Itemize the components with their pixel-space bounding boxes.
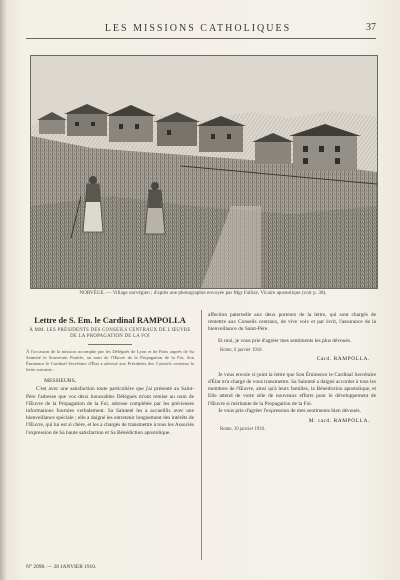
journal-title: LES MISSIONS CATHOLIQUES <box>104 23 292 34</box>
letter-subtitle: À MM. LES PRÉSIDENTS DES CONSEILS CENTRAUX DE L'ŒUVRE DE LA PROPAGATION DE LA FOI <box>29 328 191 339</box>
letter-paragraph-right: affection paternelle aux deux porteurs de la lettre, qui sont chargés de remettre aux Conseils centraux, de vive voix et par écrit, l'assurance de la bienveillance du Saint-Père. <box>208 312 376 333</box>
page-spine-shadow <box>0 0 6 580</box>
page-header <box>20 20 376 38</box>
letter-intro: À l'occasion de la mission accomplie par les Délégués de Lyon et de Paris auprès de Sa Sainteté le Souverain Pontife, au nom de l'Œuvre de la Propagation de la Foi, Son Éminence le Cardinal Secrétaire d'État a adressé aux Présidents des Conseils centraux la lettre suivante : <box>26 349 194 373</box>
header-rule <box>26 38 376 39</box>
letter-paragraph-left: C'est avec une satisfaction toute particulière que j'ai présenté au Saint-Père l'adresse que vos deux honorables Délégués m'ont remise au nom de l'Œuvre de la Propagation de la Foi, adresse complétée par les précieuses informations fournies verbalement. Sa Sainteté les a accueillis avec une bienveillance spéciale ; elle a daigné les entretenir longuement des intérêts de l'Œuvre, qui lui est si chère, et les a chargés de transmettre à tous les Associés l'expression de Sa haute satisfaction et Sa Bénédiction apostolique. <box>26 386 194 436</box>
engraving-drawing <box>31 56 377 288</box>
second-letter-paragraph: Je vous envoie ci-joint la lettre que Son Éminence le Cardinal Secrétaire d'État m'a chargé de vous transmettre. Sa Sainteté a daigné accorder à tous les membres de l'Œuvre, ainsi qu'à leurs familles, la Bénédiction apostolique, et Elle attend de votre zèle de nouveaux efforts pour le développement de l'Œuvre si méritante de la Propagation de la Foi. <box>208 371 376 407</box>
column-divider <box>201 310 202 560</box>
letter-title: Lettre de S. Em. le Cardinal RAMPOLLA <box>34 316 186 325</box>
letter-signature: Card. RAMPOLLA. <box>316 355 370 362</box>
issue-line: N° 2098. — 28 JANVIER 1910. <box>26 564 97 570</box>
second-letter-paragraph-2: Je vous prie d'agréer l'expression de mes sentiments bien dévoués. <box>218 407 361 414</box>
second-letter-place-date: Rome, 10 janvier 1910. <box>220 427 266 433</box>
right-column <box>208 312 376 432</box>
village-engraving <box>30 55 378 289</box>
letter-closing: Et moi, je vous prie d'agréer mes sentiments les plus dévoués. <box>218 337 352 344</box>
page-number: 37 <box>366 22 376 33</box>
title-rule <box>88 344 132 345</box>
letter-salutation: MESSIEURS, <box>44 378 77 385</box>
left-column <box>26 312 194 437</box>
letter-place-date: Rome, 6 janvier 1910. <box>220 347 263 353</box>
illustration-caption: NORVÈGE. — Village norvégien ; d'après une photographie envoyée par Mgr Fallize, Vicaire apostolique (voir p. 38). <box>79 290 327 296</box>
second-letter-signature: M. card. RAMPOLLA. <box>308 418 370 425</box>
